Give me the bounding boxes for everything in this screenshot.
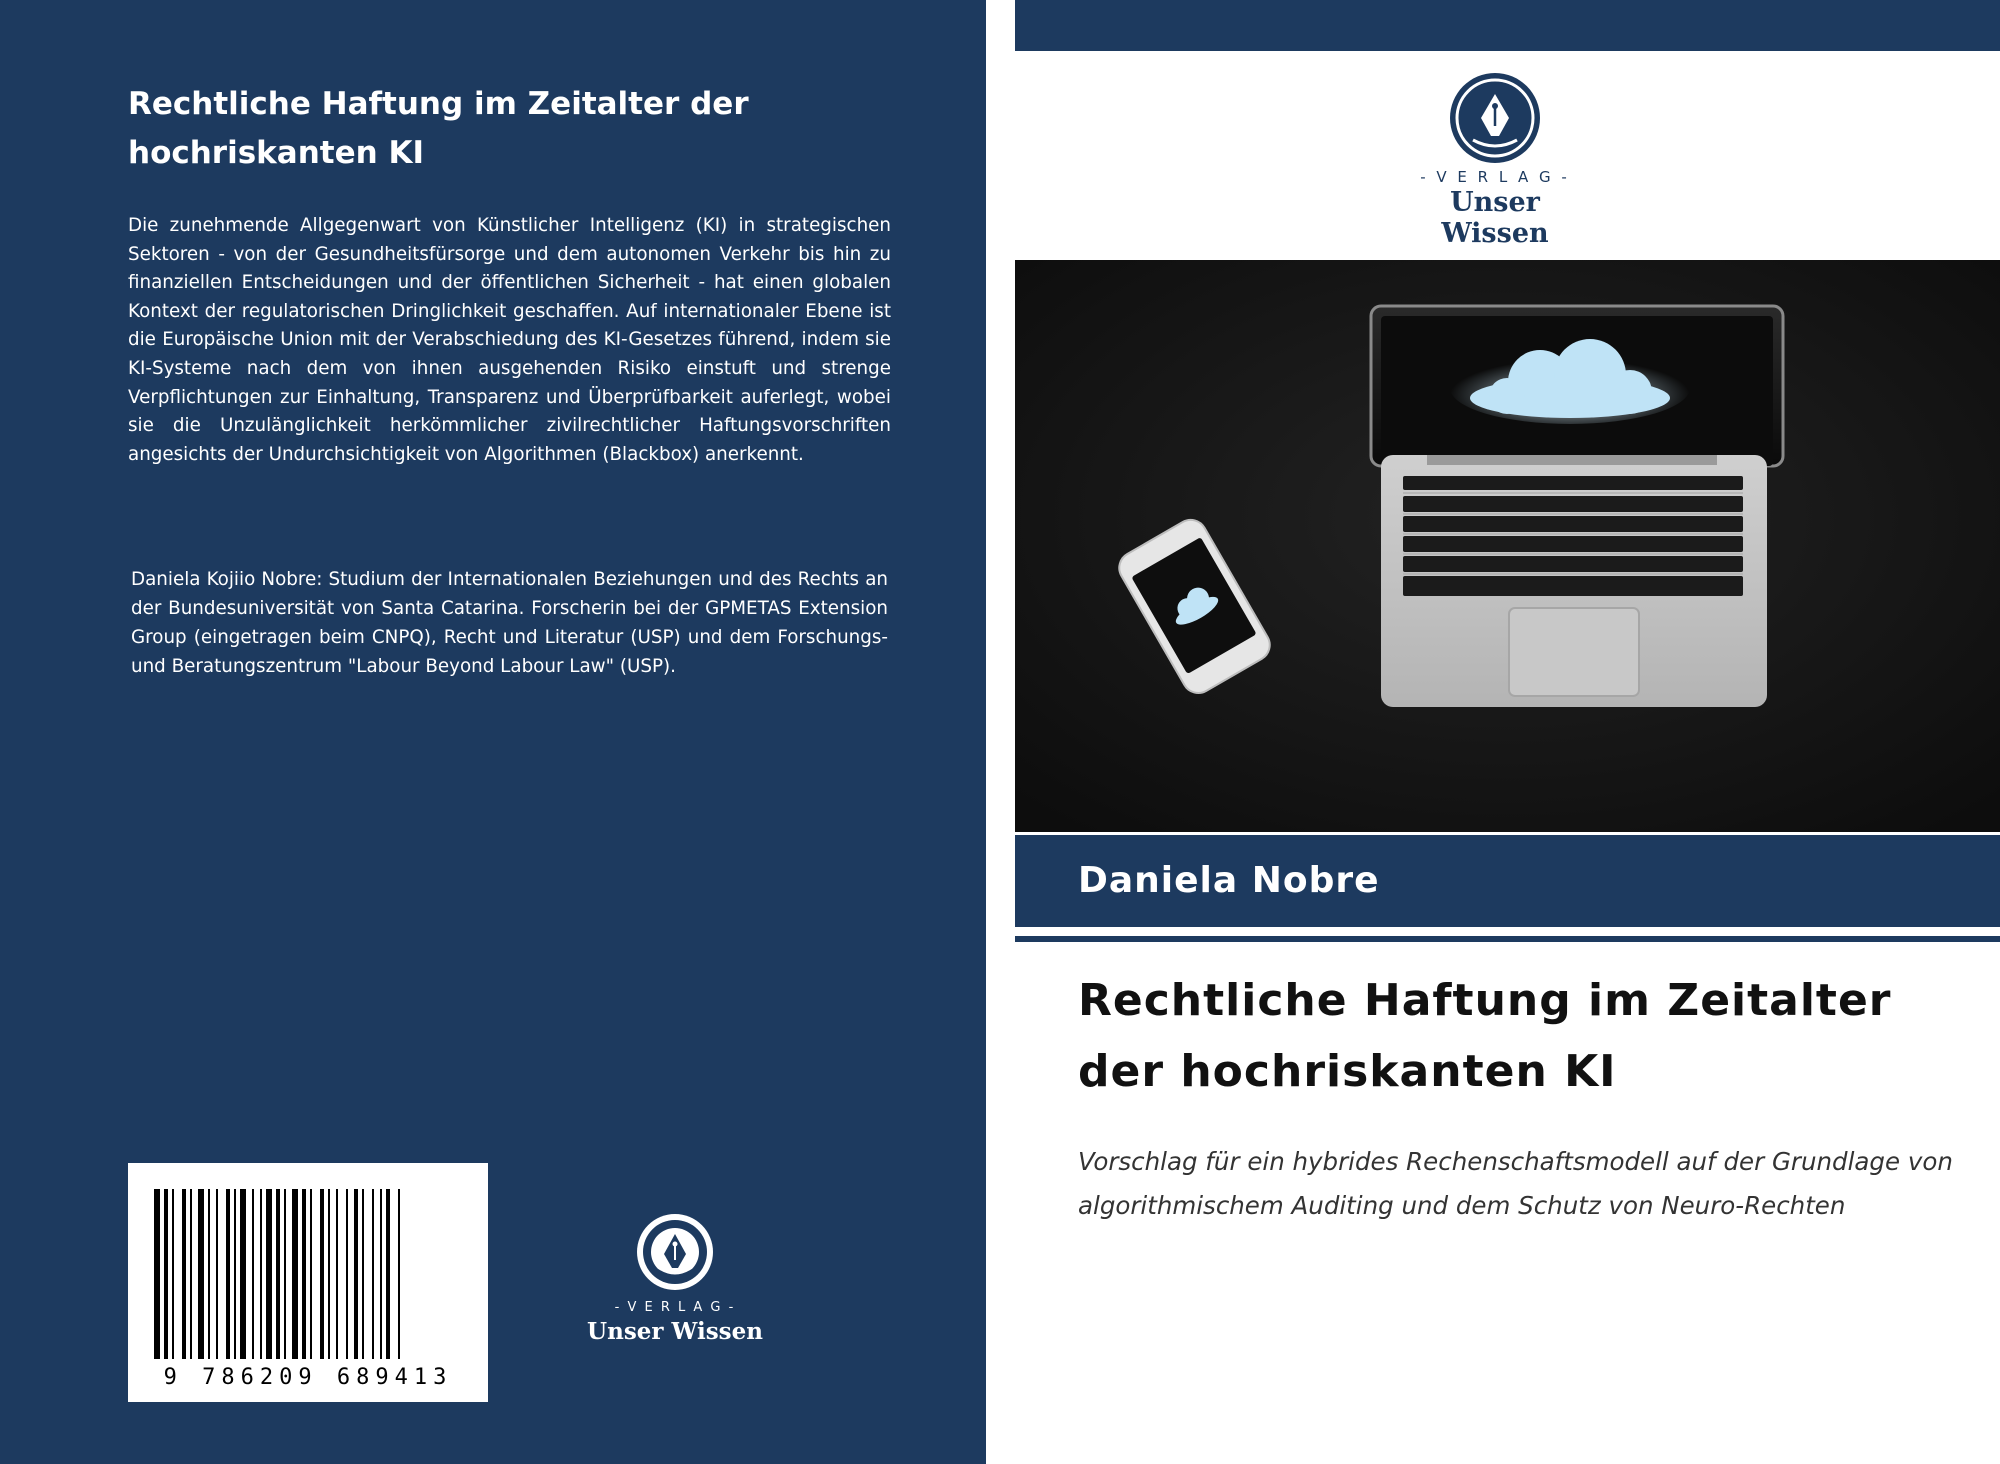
barcode-bar bbox=[182, 1189, 186, 1359]
barcode-bar bbox=[266, 1189, 272, 1359]
barcode-bar bbox=[226, 1189, 230, 1359]
front-publisher-logo bbox=[1395, 72, 1595, 249]
barcode-bar bbox=[398, 1189, 400, 1359]
back-logo-brand: Unser Wissen bbox=[587, 1318, 763, 1345]
barcode-bar bbox=[372, 1189, 374, 1359]
barcode-bar bbox=[354, 1189, 358, 1359]
back-publisher-logo bbox=[585, 1210, 765, 1350]
publisher-seal-icon bbox=[1395, 72, 1595, 182]
barcode-bar bbox=[172, 1189, 174, 1359]
front-logo-verlag-label: - V E R L A G - bbox=[1420, 168, 1570, 186]
back-cover bbox=[0, 0, 986, 1464]
barcode-bar bbox=[164, 1189, 168, 1359]
barcode-bar bbox=[234, 1189, 236, 1359]
isbn-number: 9 786209 689413 bbox=[163, 1365, 453, 1390]
author-bio: Daniela Kojiio Nobre: Studium der Internationalen Beziehungen und des Rechts an der Bundesuniversität von Santa Catarina. Forscherin bei der GPMETAS Extension Group (eingetragen beim CNPQ), Recht und Literatur (USP) und dem Forschungs- und Beratungszentrum "Labour Beyond Labour Law" (USP). bbox=[131, 569, 888, 677]
barcode-bar bbox=[154, 1189, 160, 1359]
barcode-bar bbox=[240, 1189, 246, 1359]
barcode-bar bbox=[198, 1189, 204, 1359]
barcode-bar bbox=[302, 1189, 306, 1359]
front-cover-title: Rechtliche Haftung im Zeitalter der hochriskanten KI bbox=[1078, 975, 1892, 1097]
barcode-bar bbox=[362, 1189, 364, 1359]
laptop-icon bbox=[1371, 306, 1783, 707]
divider-rule bbox=[1015, 936, 2000, 942]
back-cover-blurb: Die zunehmende Allgegenwart von Künstlicher Intelligenz (KI) in strategischen Sektoren - von der Gesundheitsfürsorge und dem autonomen Verkehr bis hin zu finanziellen Entscheidungen und der öffentlichen Sicherheit - hat einen globalen Kontext der regulatorischen Dringlichkeit geschaffen. Auf internationaler Ebene ist die Europäische Union mit der Verabschiedung des KI-Gesetzes führend, indem sie KI-Systeme nach dem von ihnen ausgehenden Risiko einstuft und strenge Verpflichtungen zur Einhaltung, Transparenz und Überprüfbarkeit auferlegt, wobei sie die Unzulänglichkeit herkömmlicher zivilrechtlicher Haftungsvorschriften angesichts der Undurchsichtigkeit von Algorithmen (Blackbox) anerkennt. bbox=[128, 215, 891, 465]
barcode-bar bbox=[386, 1189, 390, 1359]
barcode-bar bbox=[320, 1189, 324, 1359]
barcode-bar bbox=[284, 1189, 286, 1359]
laptop-and-phone-photo bbox=[1015, 260, 2000, 832]
barcode-bar bbox=[380, 1189, 382, 1359]
barcode-bar bbox=[310, 1189, 312, 1359]
author-band bbox=[1015, 835, 2000, 927]
barcode-bar bbox=[190, 1189, 192, 1359]
back-logo-verlag-label: - V E R L A G - bbox=[614, 1300, 736, 1315]
back-cover-title: Rechtliche Haftung im Zeitalter der hochriskanten KI bbox=[128, 86, 749, 171]
barcode-bar bbox=[346, 1189, 348, 1359]
barcode-bar bbox=[276, 1189, 280, 1359]
barcode-bar bbox=[216, 1189, 218, 1359]
barcode-bar bbox=[336, 1189, 338, 1359]
barcode-bar bbox=[208, 1189, 210, 1359]
author-name: Daniela Nobre bbox=[1078, 860, 1380, 901]
front-cover-subtitle: Vorschlag für ein hybrides Rechenschaftsmodell auf der Grundlage von algorithmischem Auditing und dem Schutz von Neuro-Rechten bbox=[1078, 1147, 1953, 1220]
barcode-bar bbox=[328, 1189, 330, 1359]
barcode-bar bbox=[252, 1189, 254, 1359]
barcode-bar bbox=[292, 1189, 298, 1359]
barcode-bar bbox=[260, 1189, 262, 1359]
isbn-barcode bbox=[128, 1163, 488, 1402]
cover-photo bbox=[1015, 260, 2000, 832]
front-top-band bbox=[1015, 0, 2000, 51]
front-logo-brand: Unser Wissen bbox=[1441, 187, 1549, 249]
